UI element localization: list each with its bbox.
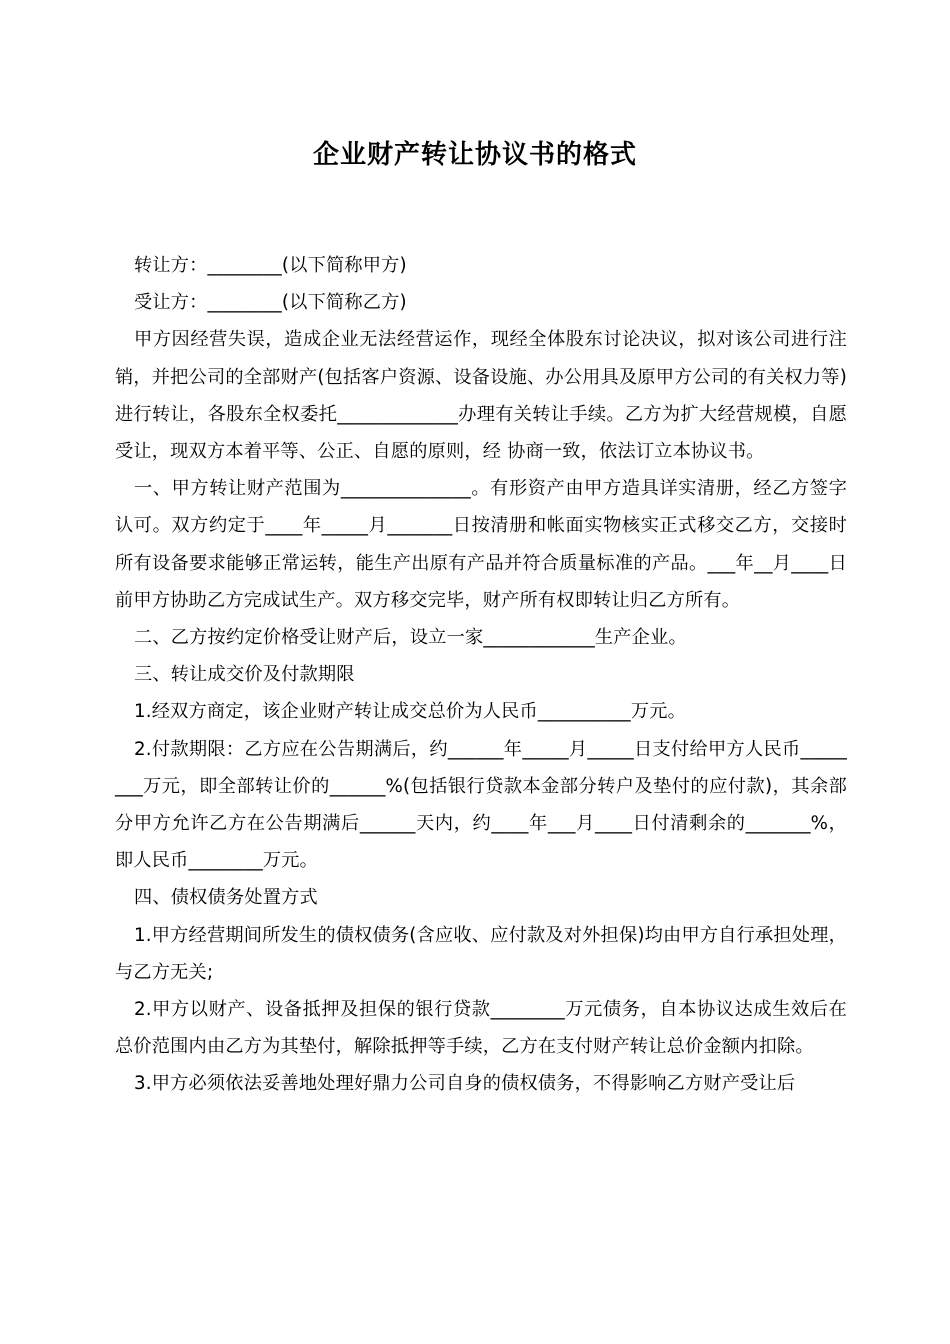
paragraph-preamble: 甲方因经营失误，造成企业无法经营运作，现经全体股东讨论决议，拟对该公司进行注销，并把公司的全部财产(包括客户资源、设备设施、办公用具及原甲方公司的有关权力等)进行转让，各股东全权委托_____________办理有关转让手续。乙方为扩大经营规模，自愿受让，现双方本着平等、公正、自愿的原则，经 协商一致，依法订立本协议书。: [115, 329, 847, 463]
paragraph-transferor: 转让方：________(以下简称甲方): [134, 255, 407, 276]
paragraph-section-3-item-2: 2.付款期限：乙方应在公告期满后，约______年_____月_____日支付给甲方人民币________万元，即全部转让价的______%(包括银行贷款本金部分转户及垫付的应付款)，其余部分甲方允许乙方在公告期满后______天内，约____年___月____日付清剩余的_______%，即人民币________万元。: [115, 738, 847, 872]
paragraph-section-4-item-1: 1.甲方经营期间所发生的债权债务(含应收、应付款及对外担保)均由甲方自行承担处理，与乙方无关;: [115, 924, 847, 983]
paragraph-section-4-item-3: 3.甲方必须依法妥善地处理好鼎力公司自身的债权债务，不得影响乙方财产受让后: [134, 1073, 796, 1095]
document-body: [115, 247, 847, 1103]
document-title: 企业财产转让协议书的格式: [312, 140, 637, 170]
heading-section-4: 四、债权债务处置方式: [134, 887, 318, 909]
paragraph-section-3-item-1: 1.经双方商定，该企业财产转让成交总价为人民币__________万元。: [134, 701, 686, 723]
paragraph-section-2: 二、乙方按约定价格受让财产后，设立一家____________生产企业。: [134, 627, 687, 649]
heading-section-3: 三、转让成交价及付款期限: [134, 664, 355, 686]
paragraph-transferee: 受让方：________(以下简称乙方): [134, 292, 407, 314]
paragraph-section-1: 一、甲方转让财产范围为______________。有形资产由甲方造具详实清册，经乙方签字认可。双方约定于____年_____月_______日按清册和帐面实物核实正式移交乙方，交接时所有设备要求能够正常运转，能生产出原有产品并符合质量标准的产品。___年__月____日前甲方协助乙方完成试生产。双方移交完毕，财产所有权即转让归乙方所有。: [115, 478, 847, 611]
paragraph-section-4-item-2: 2.甲方以财产、设备抵押及担保的银行贷款________万元债务，自本协议达成生效后在总价范围内由乙方为其垫付，解除抵押等手续，乙方在支付财产转让总价金额内扣除。: [115, 999, 847, 1058]
